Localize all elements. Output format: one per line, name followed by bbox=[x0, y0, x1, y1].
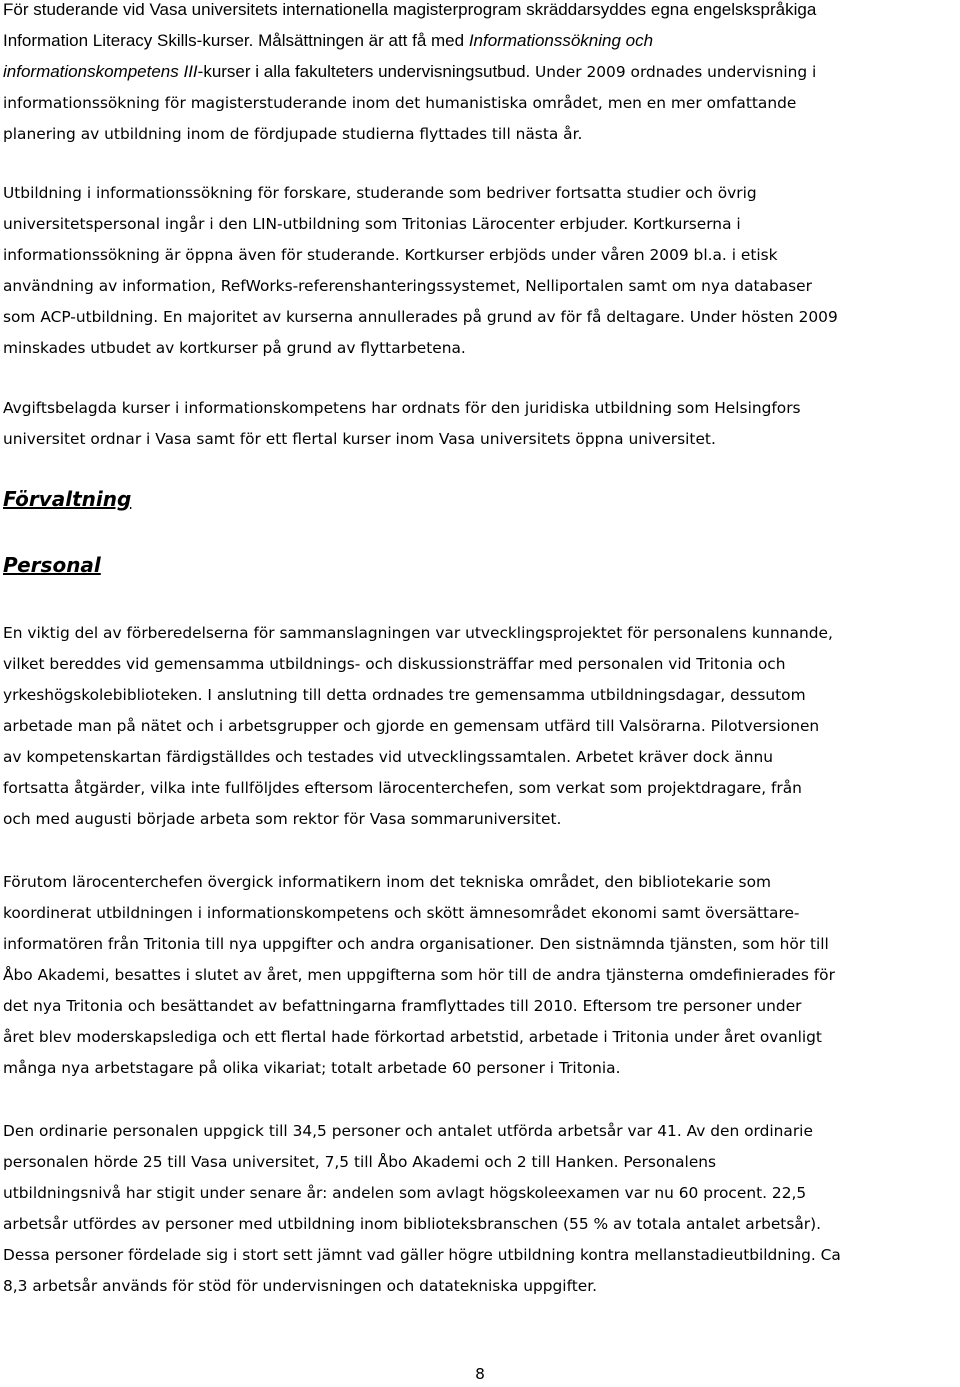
text-run: Under 2009 ordnades undervisning i bbox=[535, 63, 817, 81]
text-line: vilket bereddes vid gemensamma utbildnings- och diskussionsträffar med personalen vid Tritonia och bbox=[3, 655, 786, 673]
text-line: informationssökning för magisterstuderande inom det humanistiska området, men en mer omfattande bbox=[3, 94, 797, 112]
text-line: Förutom lärocenterchefen övergick informatikern inom det tekniska området, den bibliotekarie som bbox=[3, 873, 771, 891]
text-line: året blev moderskapslediga och ett flertal hade förkortad arbetstid, arbetade i Tritonia under året ovanligt bbox=[3, 1028, 822, 1046]
text-line bbox=[3, 56, 816, 88]
paragraph-staff-changes bbox=[3, 867, 835, 1084]
text-line: arbetade man på nätet och i arbetsgrupper och gjorde en gemensam utfärd till Valsörarna. Pilotversionen bbox=[3, 717, 820, 735]
text-line: yrkeshögskolebiblioteken. I anslutning till detta ordnades tre gemensamma utbildningsdagar, dessutom bbox=[3, 686, 806, 704]
text-line bbox=[3, 25, 816, 56]
page-number: 8 bbox=[475, 1365, 485, 1383]
text-line: som ACP-utbildning. En majoritet av kurserna annullerades på grund av för få deltagare. Under hösten 2009 bbox=[3, 308, 838, 326]
text-line: och med augusti började arbeta som rektor för Vasa sommaruniversitet. bbox=[3, 810, 562, 828]
course-name-italic: Informationssökning och bbox=[468, 31, 654, 50]
paragraph-personnel-development bbox=[3, 618, 833, 835]
text-run: -kurser i alla fakulteters undervisningsutbud. bbox=[197, 62, 535, 81]
paragraph-staff-statistics bbox=[3, 1116, 841, 1302]
paragraph-fee-courses bbox=[3, 393, 801, 455]
text-line: Åbo Akademi, besattes i slutet av året, men uppgifterna som hör till de andra tjänsterna omdefinierades för bbox=[3, 966, 835, 984]
text-line: koordinerat utbildningen i informationskompetens och skött ämnesområdet ekonomi samt översättare- bbox=[3, 904, 800, 922]
text-line: fortsatta åtgärder, vilka inte fullföljdes eftersom lärocenterchefen, som verkat som projektdragare, från bbox=[3, 779, 802, 797]
text-line: minskades utbudet av kortkurser på grund av flyttarbetena. bbox=[3, 339, 466, 357]
section-heading: Förvaltning bbox=[3, 487, 132, 511]
text-line: För studerande vid Vasa universitets internationella magisterprogram skräddarsyddes egna engelskspråkiga bbox=[3, 0, 817, 19]
text-line: Dessa personer fördelade sig i stort sett jämnt vad gäller högre utbildning kontra mellanstadieutbildning. Ca bbox=[3, 1246, 841, 1264]
text-line: Utbildning i informationssökning för forskare, studerande som bedriver fortsatta studier och övrig bbox=[3, 184, 757, 202]
text-line: det nya Tritonia och besättandet av befattningarna framflyttades till 2010. Eftersom tre personer under bbox=[3, 997, 802, 1015]
text-line: planering av utbildning inom de fördjupade studierna flyttades till nästa år. bbox=[3, 125, 583, 143]
text-line: En viktig del av förberedelserna för sammanslagningen var utvecklingsprojektet för personalens kunnande, bbox=[3, 624, 833, 642]
text-line: personalen hörde 25 till Vasa universitet, 7,5 till Åbo Akademi och 2 till Hanken. Personalens bbox=[3, 1153, 717, 1171]
text-line: universitetspersonal ingår i den LIN-utbildning som Tritonias Lärocenter erbjuder. Kortkurserna i bbox=[3, 215, 741, 233]
text-line: av kompetenskartan färdigställdes och testades vid utvecklingssamtalen. Arbetet kräver dock ännu bbox=[3, 748, 774, 766]
paragraph-intl-courses bbox=[3, 0, 816, 150]
text-run: Information Literacy Skills-kurser. Målsättningen är att få med bbox=[3, 31, 469, 50]
text-line: användning av information, RefWorks-referenshanteringssystemet, Nelliportalen samt om nya databaser bbox=[3, 277, 812, 295]
course-name-italic: informationskompetens III bbox=[3, 62, 198, 81]
text-line: utbildningsnivå har stigit under senare år: andelen som avlagt högskoleexamen var nu 60 procent. 22,5 bbox=[3, 1184, 807, 1202]
paragraph-researcher-training bbox=[3, 178, 838, 364]
text-line: Den ordinarie personalen uppgick till 34,5 personer och antalet utförda arbetsår var 41. Av den ordinarie bbox=[3, 1122, 813, 1140]
text-line: informatören från Tritonia till nya uppgifter och andra organisationer. Den sistnämnda tjänsten, som hör till bbox=[3, 935, 829, 953]
text-line: informationssökning är öppna även för studerande. Kortkurser erbjöds under våren 2009 bl.a. i etisk bbox=[3, 246, 778, 264]
text-line: många nya arbetstagare på olika vikariat; totalt arbetade 60 personer i Tritonia. bbox=[3, 1059, 621, 1077]
text-line: Avgiftsbelagda kurser i informationskompetens har ordnats för den juridiska utbildning som Helsingfors bbox=[3, 399, 801, 417]
text-line: arbetsår utfördes av personer med utbildning inom biblioteksbranschen (55 % av totala antalet arbetsår). bbox=[3, 1215, 822, 1233]
text-line: universitet ordnar i Vasa samt för ett flertal kurser inom Vasa universitets öppna universitet. bbox=[3, 430, 716, 448]
text-line: 8,3 arbetsår används för stöd för undervisningen och datatekniska uppgifter. bbox=[3, 1277, 598, 1295]
subsection-heading: Personal bbox=[3, 553, 101, 577]
